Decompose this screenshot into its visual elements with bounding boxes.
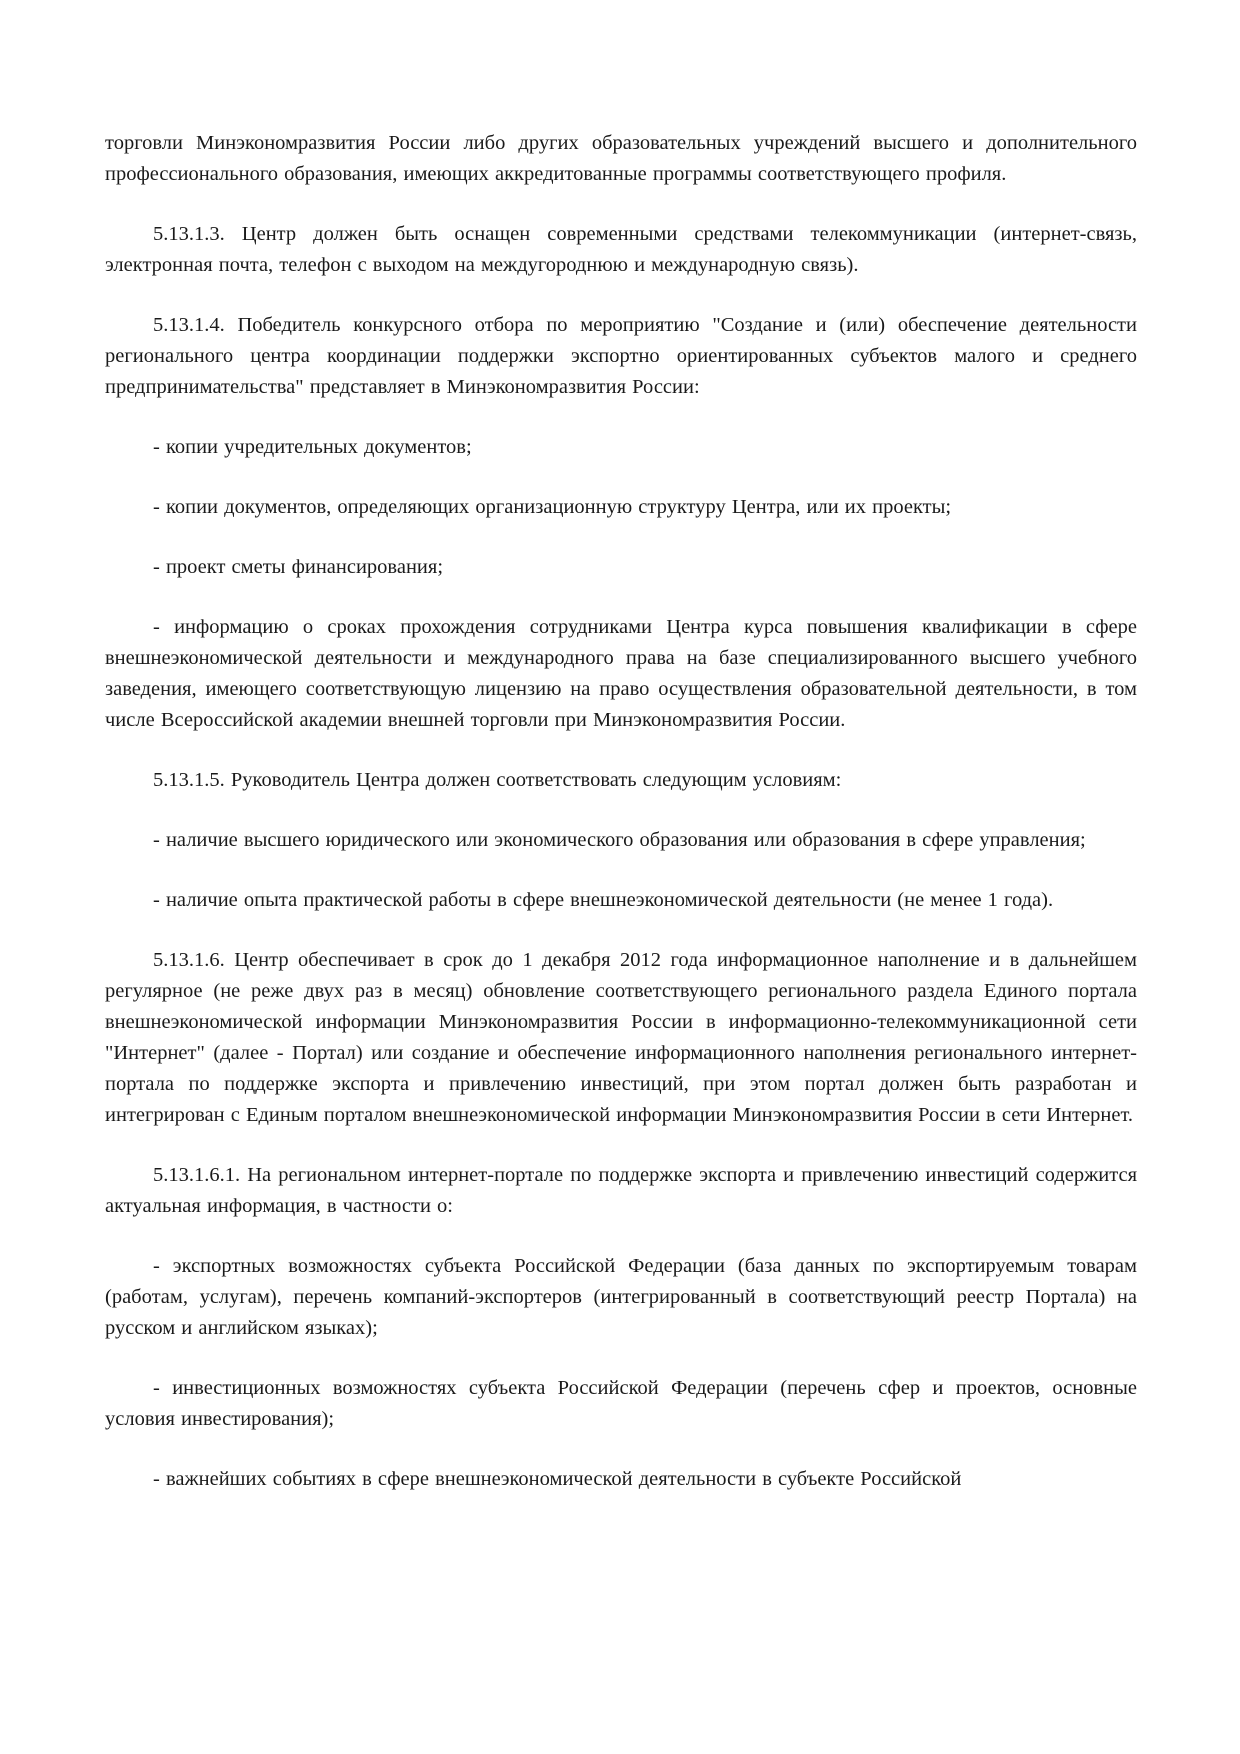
document-body — [105, 128, 1137, 1495]
paragraph-5-13-1-4: 5.13.1.4. Победитель конкурсного отбора по мероприятию "Создание и (или) обеспечение деятельности регионального центра координации поддержки экспортно ориентированных субъектов малого и среднего предпринимательства" представляет в Минэкономразвития России: — [105, 314, 1137, 398]
list-item-education-requirement: - наличие высшего юридического или экономического образования или образования в сфере управления; — [153, 829, 1086, 851]
paragraph-5-13-1-6-1: 5.13.1.6.1. На региональном интернет-портале по поддержке экспорта и привлечению инвестиций содержится актуальная информация, в частности о: — [105, 1164, 1137, 1217]
paragraph-5-13-1-6: 5.13.1.6. Центр обеспечивает в срок до 1 декабря 2012 года информационное наполнение и в дальнейшем регулярное (не реже двух раз в месяц) обновление соответствующего регионального раздела Единого портала внешнеэкономической информации Минэкономразвития России в информационно-телекоммуникационной сети "Интернет" (далее - Портал) или создание и обеспечение информационного наполнения регионального интернет-портала по поддержке экспорта и привлечению инвестиций, при этом портал должен быть разработан и интегрирован с Единым порталом внешнеэкономической информации Минэкономразвития России в сети Интернет. — [105, 949, 1137, 1126]
paragraph-5-13-1-3: 5.13.1.3. Центр должен быть оснащен современными средствами телекоммуникации (интернет-связь, электронная почта, телефон с выходом на междугороднюю и международную связь). — [105, 223, 1137, 276]
list-item-training-info: - информацию о сроках прохождения сотрудниками Центра курса повышения квалификации в сфере внешнеэкономической деятельности и международного права на базе специализированного высшего учебного заведения, имеющего соответствующую лицензию на право осуществления образовательной деятельности, в том числе Всероссийской академии внешней торговли при Минэкономразвития России. — [105, 616, 1137, 731]
list-item-copies-founding-docs: - копии учредительных документов; — [153, 436, 472, 458]
paragraph-continuation: торговли Минэкономразвития России либо других образовательных учреждений высшего и дополнительного профессионального образования, имеющих аккредитованные программы соответствующего профиля. — [105, 132, 1137, 185]
list-item-key-events: - важнейших событиях в сфере внешнеэкономической деятельности в субъекте Российской — [153, 1468, 962, 1490]
list-item-budget-draft: - проект сметы финансирования; — [153, 556, 444, 578]
list-item-experience-requirement: - наличие опыта практической работы в сфере внешнеэкономической деятельности (не менее 1 года). — [153, 889, 1054, 911]
list-item-investment-opportunities: - инвестиционных возможностях субъекта Российской Федерации (перечень сфер и проектов, основные условия инвестирования); — [105, 1377, 1137, 1430]
paragraph-5-13-1-5: 5.13.1.5. Руководитель Центра должен соответствовать следующим условиям: — [153, 769, 842, 791]
list-item-org-structure-docs: - копии документов, определяющих организационную структуру Центра, или их проекты; — [153, 496, 952, 518]
list-item-export-opportunities: - экспортных возможностях субъекта Российской Федерации (база данных по экспортируемым товарам (работам, услугам), перечень компаний-экспортеров (интегрированный в соответствующий реестр Портала) на русском и английском языках); — [105, 1255, 1137, 1339]
